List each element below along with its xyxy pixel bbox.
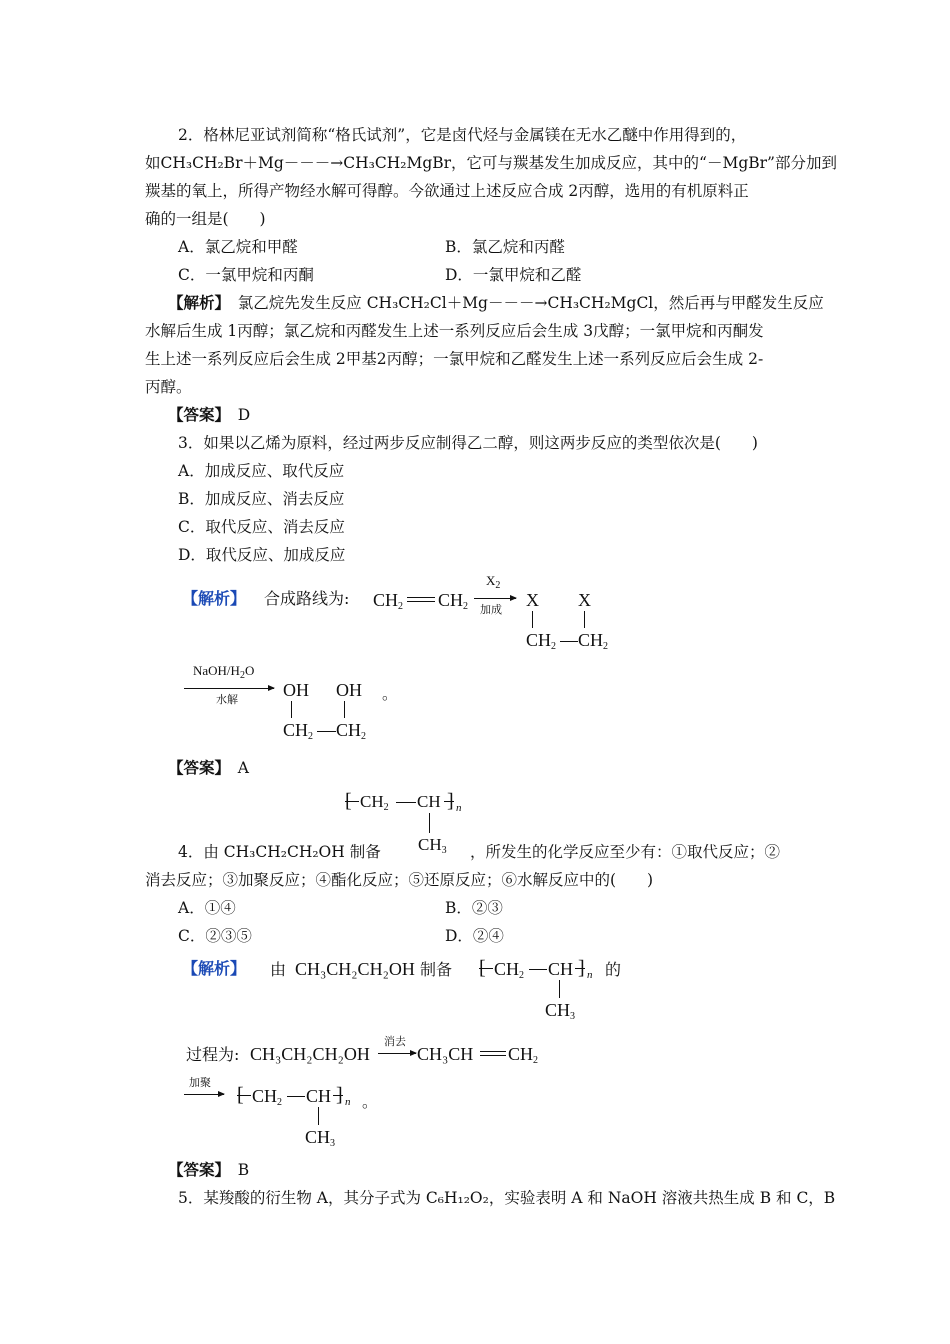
- q2-option-b: B．氯乙烷和丙醛: [445, 238, 565, 256]
- q2-answer-value: D: [222, 406, 251, 424]
- q2-analysis-tag: 【解析】: [168, 294, 223, 312]
- q3-answer-tag: 【答案】: [168, 759, 223, 777]
- q4-option-b: B．②③: [445, 899, 503, 917]
- q4-product-bracket-right: ]: [336, 1084, 343, 1106]
- q4-product-ch3: $CH_3$: [305, 1127, 336, 1149]
- q4-polymer-ch: CH: [417, 792, 441, 811]
- q4-period: 。: [362, 1093, 378, 1111]
- q4-process-label: 过程为:: [186, 1045, 240, 1064]
- q4-elimination-label: 消去: [384, 1035, 406, 1048]
- q2-answer-tag: 【答案】: [168, 406, 223, 424]
- q4-arrow-polymerization: [184, 1094, 224, 1095]
- q2-line-3: 羰基的氧上，所得产物经水解可得醇。今欲通过上述反应合成 2丙醇，选用的有机原料正: [145, 182, 749, 200]
- q3-reagent-x2: $X_2$: [486, 573, 501, 591]
- q4-propene-left: CH₃CH: [417, 1044, 474, 1064]
- q4-analysis-de: 的: [605, 960, 622, 979]
- q3-glycol-ch2-right: $CH_2$: [336, 720, 367, 742]
- q3-line-1: 3．如果以乙烯为原料，经过两步反应制得乙二醇，则这两步反应的类型依次是( ): [178, 434, 758, 452]
- q4-option-a: A．①④: [178, 899, 236, 917]
- q4-polymer-bracket-right: ]: [447, 790, 454, 812]
- q4-arrow-elimination: [378, 1053, 416, 1054]
- q4-propene-double-bond: [480, 1051, 506, 1056]
- q4-line-2: 消去反应；③加聚反应；④酯化反应；⑤还原反应；⑥水解反应中的( ): [145, 871, 654, 889]
- q3-x-left: X: [526, 590, 539, 610]
- q4-analysis-n: n: [587, 969, 593, 981]
- q2-line-2: 如CH₃CH₂Br＋Mg－－－→CH₃CH₂MgBr，它可与羰基发生加成反应，其中的“－MgBr”部分加到: [145, 154, 837, 172]
- q4-analysis-tag: 【解析】: [182, 959, 247, 978]
- q4-option-c: C．②③⑤: [178, 927, 252, 945]
- q3-bond-oh-right: [344, 701, 345, 718]
- q3-analysis-tag: 【解析】: [182, 589, 247, 608]
- q3-x-right: X: [578, 590, 591, 610]
- q4-product-n: n: [345, 1096, 351, 1108]
- q2-line-1: 2．格林尼亚试剂简称“格氏试剂”，它是卤代烃与金属镁在无水乙醚中作用得到的，: [178, 126, 747, 144]
- q4-polymer-ch3: $CH_3$: [418, 835, 447, 856]
- q2-answer: [168, 405, 250, 425]
- q3-dihalide-ch2-right: $CH_2$: [578, 630, 609, 652]
- q4-answer-value: B: [222, 1161, 250, 1179]
- q3-answer-value: A: [222, 759, 249, 777]
- q4-product-methyl-bond: [318, 1107, 319, 1125]
- q4-analysis-ch: CH: [548, 959, 574, 979]
- q4-propene-right: $CH_2$: [508, 1044, 539, 1066]
- q2-option-c: C．一氯甲烷和丙酮: [178, 266, 314, 284]
- q2-analysis-line-2: 水解后生成 1丙醇；氯乙烷和丙醛发生上述一系列反应后会生成 3戊醇；一氯甲烷和丙酮发: [145, 322, 764, 340]
- q4-polymer-bond: [396, 802, 416, 803]
- q4-polymer-chain-left: [345, 801, 359, 802]
- q3-option-d: D．取代反应、加成反应: [178, 546, 346, 564]
- q3-oh-right: OH: [336, 680, 362, 700]
- q3-bond-x-left: [532, 611, 533, 628]
- q4-product-chain-left: [237, 1095, 251, 1096]
- q3-ethylene-left: $CH_2$: [373, 590, 404, 612]
- q2-analysis-text-1: 氯乙烷先发生反应 CH₃CH₂Cl＋Mg－－－→CH₃CH₂MgCl，然后再与甲醛发生反应: [222, 294, 824, 312]
- q3-hydrolysis-label: 水解: [216, 693, 238, 706]
- q3-bond-c-c-1: [560, 641, 578, 642]
- q3-double-bond: [407, 597, 435, 602]
- q3-ethylene-right: $CH_2$: [438, 590, 469, 612]
- q2-option-d: D．一氯甲烷和乙醛: [445, 266, 582, 284]
- q4-analysis-zhibei: 制备: [420, 960, 453, 979]
- q3-option-a: A．加成反应、取代反应: [178, 462, 345, 480]
- q3-arrow-addition: [474, 598, 516, 599]
- q4-polymerization-label: 加聚: [189, 1076, 211, 1089]
- q4-answer: [168, 1160, 249, 1180]
- q4-line-1b: ，所发生的化学反应至少有：①取代反应；②: [470, 843, 781, 861]
- q4-option-d: D．②④: [445, 927, 504, 945]
- q3-dihalide-ch2-left: $CH_2$: [526, 630, 557, 652]
- q4-analysis-you: 由: [270, 960, 287, 979]
- q4-analysis-methyl-bond: [559, 980, 560, 998]
- q3-period: 。: [382, 685, 398, 703]
- q2-analysis-line-4: 丙醇。: [145, 378, 192, 396]
- q3-option-b: B．加成反应、消去反应: [178, 490, 345, 508]
- q3-addition-label: 加成: [480, 603, 502, 616]
- q4-analysis-bracket-right: ]: [578, 957, 585, 979]
- q4-line-1a: 4．由 CH₃CH₂CH₂OH 制备: [178, 843, 381, 861]
- q2-option-a: A．氯乙烷和甲醛: [178, 238, 298, 256]
- q4-analysis-chain-left: [479, 968, 493, 969]
- q4-analysis-propanol: CH₃CH₂CH₂OH: [295, 959, 415, 979]
- q2-line-4: 确的一组是( ): [145, 210, 266, 228]
- q4-product-ch: CH: [306, 1086, 332, 1106]
- q4-analysis-ch2: $CH_2$: [494, 959, 525, 981]
- q3-glycol-ch2-left: $CH_2$: [283, 720, 314, 742]
- q4-polymer-ch2: $CH_2$: [360, 792, 389, 813]
- q4-product-bond: [287, 1096, 305, 1097]
- q4-polymer-methyl-bond: [429, 813, 430, 833]
- q3-bond-c-c-2: [317, 731, 336, 732]
- q3-bond-oh-left: [291, 701, 292, 718]
- q4-answer-tag: 【答案】: [168, 1161, 223, 1179]
- q3-oh-left: OH: [283, 680, 309, 700]
- q3-option-c: C．取代反应、消去反应: [178, 518, 345, 536]
- q2-analysis-line-1: [168, 293, 824, 313]
- q4-product-ch2: $CH_2$: [252, 1086, 283, 1108]
- q4-analysis-bond: [529, 969, 547, 970]
- q3-arrow-hydrolysis: [184, 688, 274, 689]
- q4-process-propanol: CH₃CH₂CH₂OH: [250, 1044, 370, 1064]
- q3-answer: [168, 758, 249, 778]
- q4-polymer-n: n: [456, 802, 462, 814]
- q3-bond-x-right: [584, 611, 585, 628]
- q3-reagent-naoh: NaOH/$H_2O$: [193, 663, 255, 681]
- q3-route-label: 合成路线为:: [264, 589, 350, 608]
- q2-analysis-line-3: 生上述一系列反应后会生成 2甲基2丙醇；一氯甲烷和乙醛发生上述一系列反应后会生成 2-: [145, 350, 764, 368]
- q5-line-1: 5．某羧酸的衍生物 A，其分子式为 C₆H₁₂O₂，实验表明 A 和 NaOH 溶液共热生成 B 和 C，B: [178, 1189, 836, 1207]
- q4-analysis-ch3: $CH_3$: [545, 1000, 576, 1022]
